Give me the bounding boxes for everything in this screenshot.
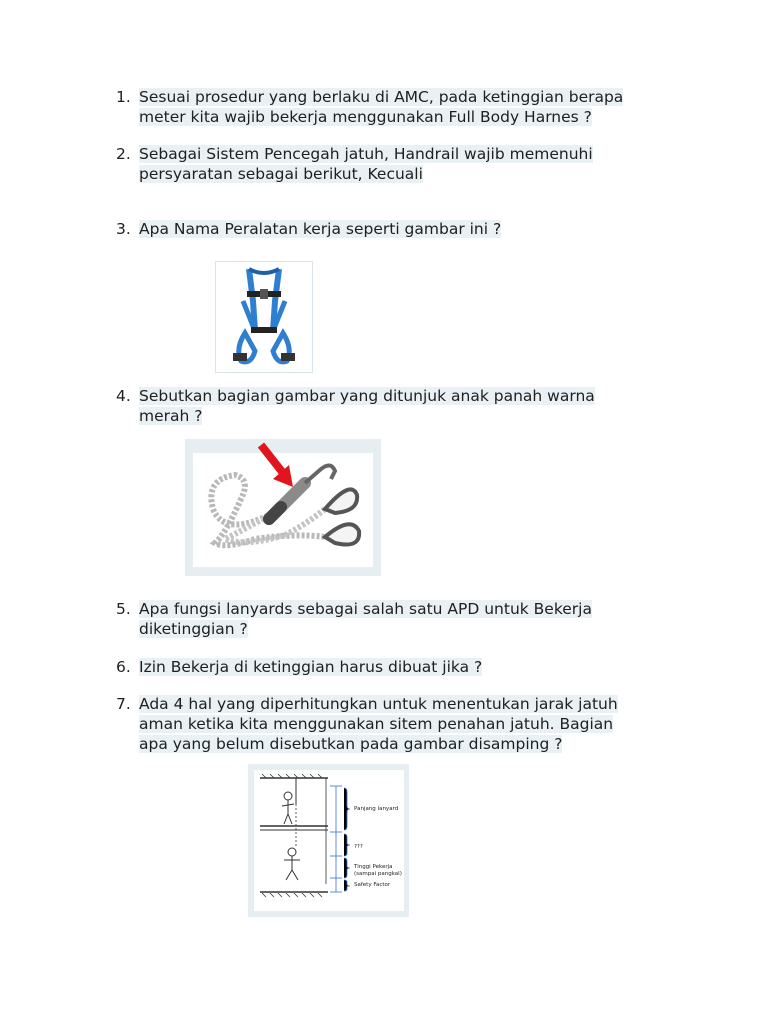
question-number: 3. bbox=[116, 220, 131, 238]
harness-illustration bbox=[215, 261, 313, 373]
question-text-line: merah ? bbox=[139, 407, 203, 425]
label-unknown: ??? bbox=[354, 844, 363, 850]
fall-distance-diagram bbox=[248, 764, 409, 917]
label-height-line1: Tinggi Pekerja bbox=[354, 864, 393, 870]
fall-distance-illustration bbox=[248, 764, 409, 917]
label-safety-factor: Safety Factor bbox=[354, 882, 391, 888]
lanyard-illustration bbox=[185, 439, 381, 576]
lanyard-image bbox=[185, 439, 381, 576]
question-number: 1. bbox=[116, 88, 131, 106]
question-text-line: Apa fungsi lanyards sebagai salah satu APD untuk Bekerja bbox=[139, 600, 592, 618]
question-number: 4. bbox=[116, 387, 131, 405]
question-text-line: Izin Bekerja di ketinggian harus dibuat jika ? bbox=[139, 658, 483, 676]
label-lanyard: Panjang lanyard bbox=[354, 806, 399, 812]
label-height-line2: (sampai pangkal) bbox=[354, 871, 402, 877]
full-body-harness-image bbox=[215, 261, 313, 373]
question-text-line: aman ketika kita menggunakan sitem penahan jatuh. Bagian bbox=[139, 715, 614, 733]
question-text-line: meter kita wajib bekerja menggunakan Full Body Harnes ? bbox=[139, 108, 592, 126]
question-text-line: Ada 4 hal yang diperhitungkan untuk menentukan jarak jatuh bbox=[139, 695, 618, 713]
question-text-line: persyaratan sebagai berikut, Kecuali bbox=[139, 165, 423, 183]
question-number: 6. bbox=[116, 658, 131, 676]
question-text-line: Sebagai Sistem Pencegah jatuh, Handrail wajib memenuhi bbox=[139, 145, 593, 163]
question-text-line: diketinggian ? bbox=[139, 620, 248, 638]
question-text-line: Apa Nama Peralatan kerja seperti gambar ini ? bbox=[139, 220, 502, 238]
question-text-line: apa yang belum disebutkan pada gambar disamping ? bbox=[139, 735, 563, 753]
question-number: 5. bbox=[116, 600, 131, 618]
question-text-line: Sebutkan bagian gambar yang ditunjuk anak panah warna bbox=[139, 387, 595, 405]
question-number: 7. bbox=[116, 695, 131, 713]
question-text-line: Sesuai prosedur yang berlaku di AMC, pada ketinggian berapa bbox=[139, 88, 624, 106]
question-number: 2. bbox=[116, 145, 131, 163]
